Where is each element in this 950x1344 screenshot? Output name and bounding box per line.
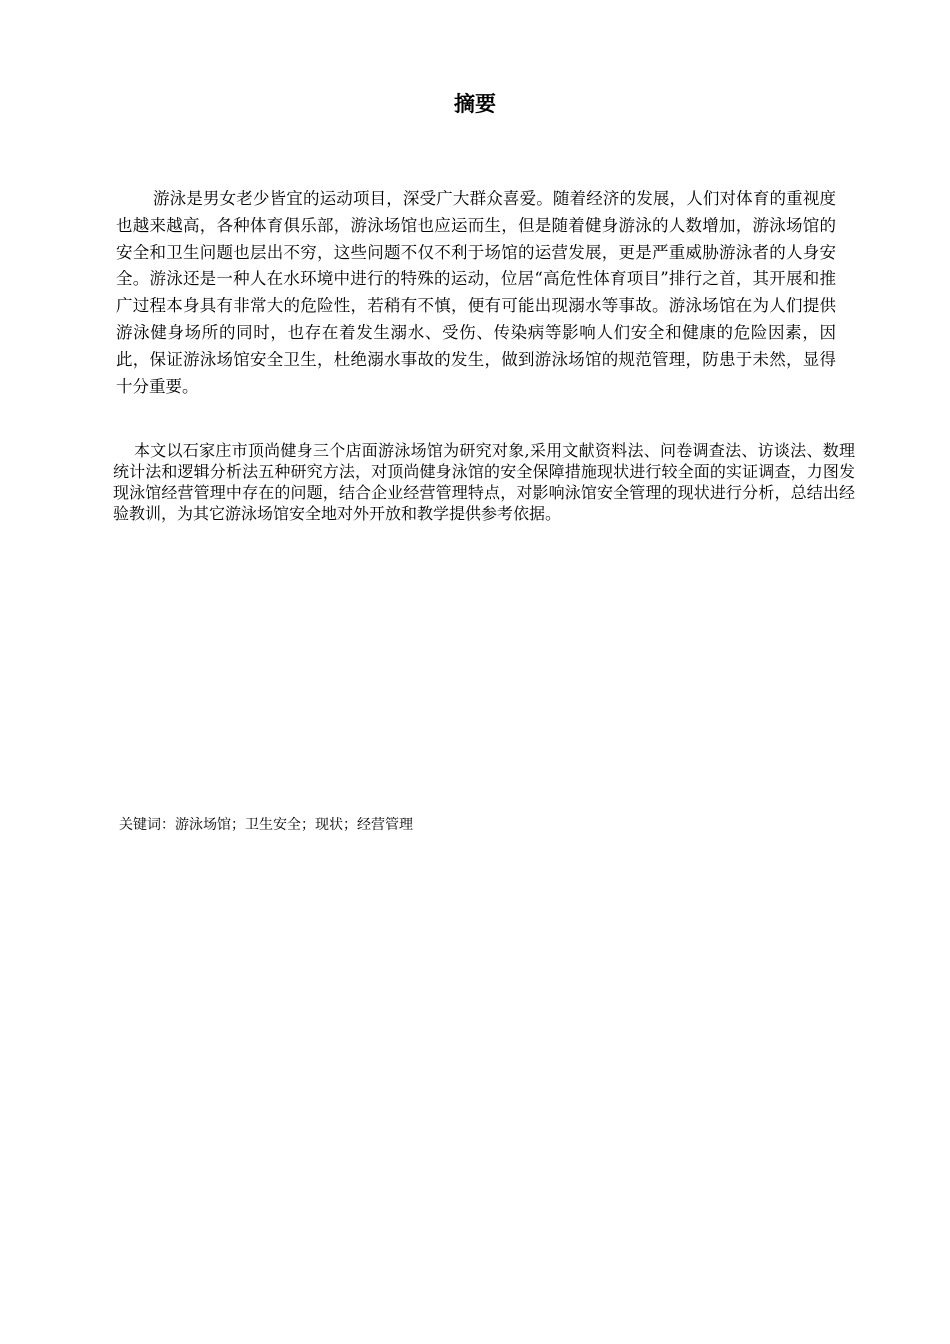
keywords-line: 关键词：游泳场馆；卫生安全；现状；经营管理 <box>119 817 413 833</box>
abstract-paragraph-1: 游泳是男女老少皆宜的运动项目，深受广大群众喜爱。随着经济的发展，人们对体育的重视度也越来越高，各种体育俱乐部，游泳场馆也应运而生，但是随着健身游泳的人数增加，游泳场馆的安全和卫生问题也层出不穷，这些问题不仅不利于场馆的运营发展，更是严重威胁游泳者的人身安全。游泳还是一种人在水环境中进行的特殊的运动，位居“高危性体育项目”排行之首，其开展和推广过程本身具有非常大的危险性，若稍有不慎，便有可能出现溺水等事故。游泳场馆在为人们提供游泳健身场所的同时，也存在着发生溺水、受伤、传染病等影响人们安全和健康的危险因素，因此，保证游泳场馆安全卫生，杜绝溺水事故的发生，做到游泳场馆的规范管理，防患于未然，显得十分重要。 <box>116 189 836 396</box>
abstract-title: 摘要 <box>454 92 496 116</box>
abstract-paragraph-2: 本文以石家庄市顶尚健身三个店面游泳场馆为研究对象,采用文献资料法、问卷调查法、访谈法、数理统计法和逻辑分析法五种研究方法，对顶尚健身泳馆的安全保障措施现状进行较全面的实证调查，力图发现泳馆经营管理中存在的问题，结合企业经营管理特点，对影响泳馆安全管理的现状进行分析，总结出经验教训，为其它游泳场馆安全地对外开放和教学提供参考依据。 <box>113 441 855 523</box>
